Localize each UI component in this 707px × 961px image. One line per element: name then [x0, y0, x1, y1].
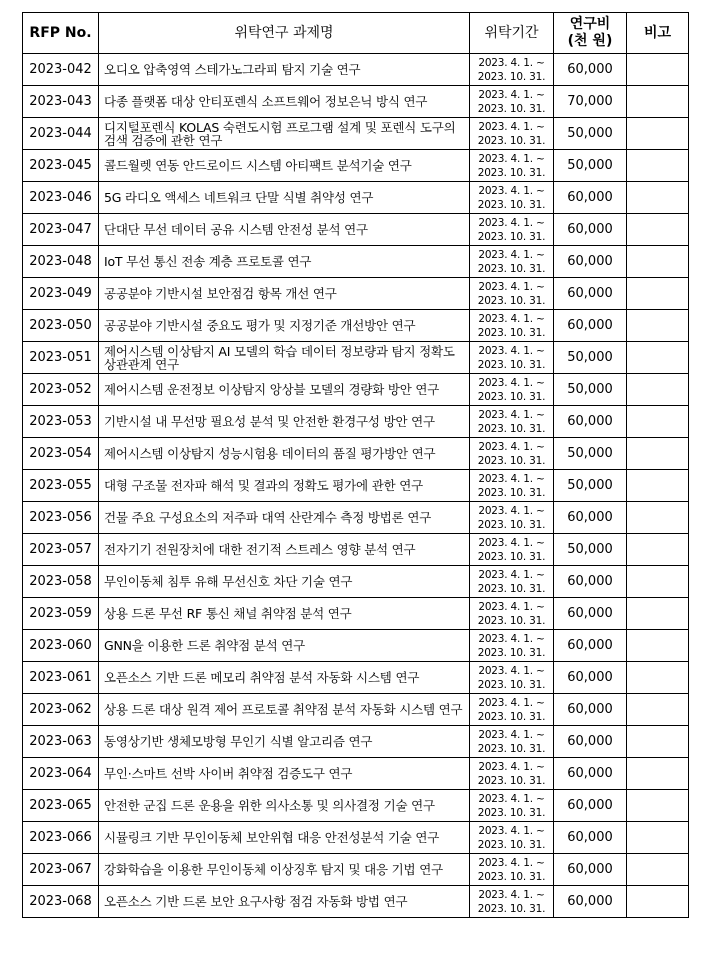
- period-cell: [470, 54, 554, 86]
- period-cell: [470, 86, 554, 118]
- budget-cell: 60,000: [554, 854, 627, 886]
- table-row: [23, 214, 689, 246]
- project-title-text: 오디오 압축영역 스테가노그라피 탐지 기술 연구: [104, 63, 361, 76]
- period-cell: [470, 246, 554, 278]
- header-remark: 비고: [627, 13, 689, 54]
- table-row: [23, 150, 689, 182]
- budget-cell: 60,000: [554, 822, 627, 854]
- budget-cell: 50,000: [554, 150, 627, 182]
- period-end: 2023. 10. 31.: [477, 742, 546, 755]
- period-end: 2023. 10. 31.: [477, 454, 546, 467]
- period-end: 2023. 10. 31.: [477, 678, 546, 691]
- project-title-cell: [99, 406, 470, 438]
- rfp-number-cell: 2023-057: [23, 534, 99, 566]
- budget-cell: 60,000: [554, 630, 627, 662]
- table-row: [23, 630, 689, 662]
- header-row: [23, 13, 689, 54]
- period-end: 2023. 10. 31.: [477, 902, 546, 915]
- rfp-number-cell: 2023-042: [23, 54, 99, 86]
- rfp-number-cell: 2023-050: [23, 310, 99, 342]
- project-title-text: 기반시설 내 무선망 필요성 분석 및 안전한 환경구성 방안 연구: [104, 415, 435, 428]
- table-row: [23, 342, 689, 374]
- period-end: 2023. 10. 31.: [477, 838, 546, 851]
- budget-cell: 50,000: [554, 374, 627, 406]
- project-title-cell: [99, 374, 470, 406]
- period-cell: [470, 214, 554, 246]
- remark-cell: [627, 630, 689, 662]
- rfp-number-cell: 2023-045: [23, 150, 99, 182]
- project-title-cell: [99, 854, 470, 886]
- rfp-number-cell: 2023-051: [23, 342, 99, 374]
- project-title-cell: [99, 118, 470, 150]
- project-title-cell: [99, 790, 470, 822]
- period-end: 2023. 10. 31.: [477, 806, 546, 819]
- table-row: [23, 54, 689, 86]
- table-row: [23, 86, 689, 118]
- project-title-cell: [99, 278, 470, 310]
- period-start: 2023. 4. 1. ~: [478, 600, 545, 613]
- project-title-text: IoT 무선 통신 전송 계층 프로토콜 연구: [104, 255, 312, 268]
- rfp-number-cell: 2023-064: [23, 758, 99, 790]
- remark-cell: [627, 886, 689, 918]
- remark-cell: [627, 726, 689, 758]
- budget-cell: 60,000: [554, 790, 627, 822]
- remark-cell: [627, 694, 689, 726]
- table-row: [23, 310, 689, 342]
- period-start: 2023. 4. 1. ~: [478, 792, 545, 805]
- remark-cell: [627, 54, 689, 86]
- project-title-text: GNN을 이용한 드론 취약점 분석 연구: [104, 639, 306, 652]
- header-title: 위탁연구 과제명: [99, 13, 470, 54]
- period-cell: [470, 406, 554, 438]
- project-title-cell: [99, 310, 470, 342]
- remark-cell: [627, 118, 689, 150]
- remark-cell: [627, 502, 689, 534]
- remark-cell: [627, 86, 689, 118]
- remark-cell: [627, 246, 689, 278]
- period-end: 2023. 10. 31.: [477, 230, 546, 243]
- project-title-text: 안전한 군집 드론 운용을 위한 의사소통 및 의사결정 기술 연구: [104, 799, 435, 812]
- rfp-number-cell: 2023-052: [23, 374, 99, 406]
- project-title-cell: [99, 246, 470, 278]
- period-start: 2023. 4. 1. ~: [478, 472, 545, 485]
- period-start: 2023. 4. 1. ~: [478, 696, 545, 709]
- budget-cell: 70,000: [554, 86, 627, 118]
- rfp-number-cell: 2023-058: [23, 566, 99, 598]
- period-cell: [470, 374, 554, 406]
- project-title-text: 다종 플랫폼 대상 안티포렌식 소프트웨어 정보은닉 방식 연구: [104, 95, 428, 108]
- period-start: 2023. 4. 1. ~: [478, 56, 545, 69]
- budget-cell: 50,000: [554, 118, 627, 150]
- project-title-text: 대형 구조물 전자파 해석 및 결과의 정확도 평가에 관한 연구: [104, 479, 423, 492]
- rfp-number-cell: 2023-054: [23, 438, 99, 470]
- budget-cell: 60,000: [554, 54, 627, 86]
- table-row: [23, 598, 689, 630]
- table-row: [23, 470, 689, 502]
- period-start: 2023. 4. 1. ~: [478, 280, 545, 293]
- period-end: 2023. 10. 31.: [477, 262, 546, 275]
- table-row: [23, 726, 689, 758]
- project-title-text: 콜드월렛 연동 안드로이드 시스템 아티팩트 분석기술 연구: [104, 159, 412, 172]
- project-title-cell: [99, 470, 470, 502]
- project-title-text: 시뮬링크 기반 무인이동체 보안위협 대응 안전성분석 기술 연구: [104, 831, 440, 844]
- remark-cell: [627, 438, 689, 470]
- table-row: [23, 662, 689, 694]
- rfp-number-cell: 2023-053: [23, 406, 99, 438]
- project-title-text: 공공분야 기반시설 중요도 평가 및 지정기준 개선방안 연구: [104, 319, 416, 332]
- rfp-number-cell: 2023-068: [23, 886, 99, 918]
- budget-cell: 60,000: [554, 566, 627, 598]
- header-budget-line1: 연구비: [569, 16, 611, 32]
- project-title-text: 전자기기 전원장치에 대한 전기적 스트레스 영향 분석 연구: [104, 543, 416, 556]
- project-title-cell: [99, 86, 470, 118]
- project-title-text: 제어시스템 이상탐지 성능시험용 데이터의 품질 평가방안 연구: [104, 447, 436, 460]
- table-header: [23, 13, 689, 54]
- rfp-number-cell: 2023-067: [23, 854, 99, 886]
- rfp-number-cell: 2023-055: [23, 470, 99, 502]
- period-cell: [470, 790, 554, 822]
- table-row: [23, 822, 689, 854]
- remark-cell: [627, 566, 689, 598]
- project-title-cell: [99, 662, 470, 694]
- project-title-cell: [99, 438, 470, 470]
- header-period: 위탁기간: [470, 13, 554, 54]
- table-row: [23, 694, 689, 726]
- period-cell: [470, 886, 554, 918]
- period-cell: [470, 694, 554, 726]
- period-cell: [470, 502, 554, 534]
- remark-cell: [627, 150, 689, 182]
- period-cell: [470, 342, 554, 374]
- period-cell: [470, 534, 554, 566]
- project-title-cell: [99, 502, 470, 534]
- period-cell: [470, 726, 554, 758]
- budget-cell: 60,000: [554, 502, 627, 534]
- remark-cell: [627, 790, 689, 822]
- rfp-number-cell: 2023-048: [23, 246, 99, 278]
- period-end: 2023. 10. 31.: [477, 486, 546, 499]
- budget-cell: 60,000: [554, 278, 627, 310]
- period-start: 2023. 4. 1. ~: [478, 344, 545, 357]
- period-start: 2023. 4. 1. ~: [478, 120, 545, 133]
- project-title-text: 건물 주요 구성요소의 저주파 대역 산란계수 측정 방법론 연구: [104, 511, 432, 524]
- project-title-cell: [99, 566, 470, 598]
- period-cell: [470, 470, 554, 502]
- table-row: [23, 758, 689, 790]
- project-title-cell: [99, 694, 470, 726]
- period-start: 2023. 4. 1. ~: [478, 728, 545, 741]
- budget-cell: 60,000: [554, 886, 627, 918]
- period-end: 2023. 10. 31.: [477, 134, 546, 147]
- period-cell: [470, 278, 554, 310]
- budget-cell: 60,000: [554, 310, 627, 342]
- project-title-text: 무인이동체 침투 유해 무선신호 차단 기술 연구: [104, 575, 353, 588]
- rfp-number-cell: 2023-044: [23, 118, 99, 150]
- project-title-cell: [99, 726, 470, 758]
- rfp-number-cell: 2023-056: [23, 502, 99, 534]
- period-cell: [470, 310, 554, 342]
- period-end: 2023. 10. 31.: [477, 294, 546, 307]
- period-cell: [470, 118, 554, 150]
- project-title-text: 공공분야 기반시설 보안점검 항목 개선 연구: [104, 287, 337, 300]
- project-title-cell: [99, 534, 470, 566]
- period-start: 2023. 4. 1. ~: [478, 408, 545, 421]
- project-title-text: 제어시스템 이상탐지 AI 모델의 학습 데이터 정보량과 탐지 정확도 상관관계 연구: [104, 344, 455, 371]
- project-title-cell: [99, 630, 470, 662]
- period-start: 2023. 4. 1. ~: [478, 248, 545, 261]
- period-end: 2023. 10. 31.: [477, 358, 546, 371]
- budget-cell: 60,000: [554, 758, 627, 790]
- remark-cell: [627, 182, 689, 214]
- project-title-cell: [99, 214, 470, 246]
- budget-cell: 60,000: [554, 598, 627, 630]
- budget-cell: 50,000: [554, 438, 627, 470]
- header-budget-line2: (천 원): [567, 33, 613, 49]
- remark-cell: [627, 822, 689, 854]
- period-start: 2023. 4. 1. ~: [478, 760, 545, 773]
- table-row: [23, 886, 689, 918]
- period-cell: [470, 758, 554, 790]
- period-start: 2023. 4. 1. ~: [478, 536, 545, 549]
- project-title-cell: [99, 342, 470, 374]
- project-title-cell: [99, 822, 470, 854]
- budget-cell: 50,000: [554, 470, 627, 502]
- project-title-text: 무인·스마트 선박 사이버 취약점 검증도구 연구: [104, 767, 353, 780]
- budget-cell: 60,000: [554, 214, 627, 246]
- budget-cell: 50,000: [554, 342, 627, 374]
- rfp-number-cell: 2023-046: [23, 182, 99, 214]
- project-title-cell: [99, 54, 470, 86]
- remark-cell: [627, 406, 689, 438]
- period-end: 2023. 10. 31.: [477, 166, 546, 179]
- period-end: 2023. 10. 31.: [477, 198, 546, 211]
- budget-cell: 50,000: [554, 534, 627, 566]
- period-start: 2023. 4. 1. ~: [478, 216, 545, 229]
- period-start: 2023. 4. 1. ~: [478, 888, 545, 901]
- remark-cell: [627, 758, 689, 790]
- period-end: 2023. 10. 31.: [477, 646, 546, 659]
- table-body: [23, 54, 689, 918]
- remark-cell: [627, 310, 689, 342]
- remark-cell: [627, 374, 689, 406]
- period-end: 2023. 10. 31.: [477, 710, 546, 723]
- period-start: 2023. 4. 1. ~: [478, 664, 545, 677]
- remark-cell: [627, 278, 689, 310]
- project-title-cell: [99, 598, 470, 630]
- remark-cell: [627, 470, 689, 502]
- period-end: 2023. 10. 31.: [477, 422, 546, 435]
- table-row: [23, 854, 689, 886]
- period-start: 2023. 4. 1. ~: [478, 376, 545, 389]
- table-row: [23, 502, 689, 534]
- period-end: 2023. 10. 31.: [477, 550, 546, 563]
- table-row: [23, 118, 689, 150]
- period-end: 2023. 10. 31.: [477, 326, 546, 339]
- period-end: 2023. 10. 31.: [477, 518, 546, 531]
- project-title-cell: [99, 182, 470, 214]
- period-end: 2023. 10. 31.: [477, 870, 546, 883]
- remark-cell: [627, 534, 689, 566]
- period-end: 2023. 10. 31.: [477, 70, 546, 83]
- period-cell: [470, 822, 554, 854]
- rfp-number-cell: 2023-066: [23, 822, 99, 854]
- project-title-text: 디지털포렌식 KOLAS 숙련도시험 프로그램 설계 및 포렌식 도구의 검색 검증에 관한 연구: [104, 120, 456, 147]
- table-row: [23, 438, 689, 470]
- header-rfp-no: RFP No.: [23, 13, 99, 54]
- rfp-table: [22, 12, 689, 918]
- remark-cell: [627, 214, 689, 246]
- table-row: [23, 278, 689, 310]
- header-budget: [554, 13, 627, 54]
- project-title-cell: [99, 758, 470, 790]
- table-row: [23, 534, 689, 566]
- project-title-cell: [99, 150, 470, 182]
- remark-cell: [627, 342, 689, 374]
- project-title-text: 동영상기반 생체모방형 무인기 식별 알고리즘 연구: [104, 735, 373, 748]
- table-row: [23, 246, 689, 278]
- rfp-number-cell: 2023-047: [23, 214, 99, 246]
- period-cell: [470, 438, 554, 470]
- budget-cell: 60,000: [554, 406, 627, 438]
- project-title-text: 오픈소스 기반 드론 메모리 취약점 분석 자동화 시스템 연구: [104, 671, 420, 684]
- period-end: 2023. 10. 31.: [477, 390, 546, 403]
- period-end: 2023. 10. 31.: [477, 102, 546, 115]
- rfp-number-cell: 2023-060: [23, 630, 99, 662]
- period-start: 2023. 4. 1. ~: [478, 856, 545, 869]
- project-title-text: 상용 드론 대상 원격 제어 프로토콜 취약점 분석 자동화 시스템 연구: [104, 703, 463, 716]
- rfp-number-cell: 2023-063: [23, 726, 99, 758]
- period-cell: [470, 566, 554, 598]
- project-title-cell: [99, 886, 470, 918]
- rfp-number-cell: 2023-049: [23, 278, 99, 310]
- budget-cell: 60,000: [554, 246, 627, 278]
- period-cell: [470, 150, 554, 182]
- budget-cell: 60,000: [554, 662, 627, 694]
- remark-cell: [627, 854, 689, 886]
- period-start: 2023. 4. 1. ~: [478, 312, 545, 325]
- budget-cell: 60,000: [554, 182, 627, 214]
- period-start: 2023. 4. 1. ~: [478, 88, 545, 101]
- project-title-text: 상용 드론 무선 RF 통신 채널 취약점 분석 연구: [104, 607, 352, 620]
- period-start: 2023. 4. 1. ~: [478, 568, 545, 581]
- table-row: [23, 374, 689, 406]
- table-row: [23, 790, 689, 822]
- rfp-number-cell: 2023-065: [23, 790, 99, 822]
- project-title-text: 5G 라디오 액세스 네트워크 단말 식별 취약성 연구: [104, 191, 374, 204]
- period-end: 2023. 10. 31.: [477, 614, 546, 627]
- period-end: 2023. 10. 31.: [477, 774, 546, 787]
- period-cell: [470, 630, 554, 662]
- period-start: 2023. 4. 1. ~: [478, 440, 545, 453]
- table-row: [23, 406, 689, 438]
- remark-cell: [627, 662, 689, 694]
- rfp-number-cell: 2023-062: [23, 694, 99, 726]
- period-start: 2023. 4. 1. ~: [478, 152, 545, 165]
- remark-cell: [627, 598, 689, 630]
- period-cell: [470, 598, 554, 630]
- period-end: 2023. 10. 31.: [477, 582, 546, 595]
- period-start: 2023. 4. 1. ~: [478, 184, 545, 197]
- budget-cell: 60,000: [554, 694, 627, 726]
- rfp-number-cell: 2023-061: [23, 662, 99, 694]
- period-start: 2023. 4. 1. ~: [478, 632, 545, 645]
- rfp-number-cell: 2023-043: [23, 86, 99, 118]
- budget-cell: 60,000: [554, 726, 627, 758]
- period-cell: [470, 662, 554, 694]
- table-row: [23, 182, 689, 214]
- period-start: 2023. 4. 1. ~: [478, 504, 545, 517]
- project-title-text: 단대단 무선 데이터 공유 시스템 안전성 분석 연구: [104, 223, 368, 236]
- table-row: [23, 566, 689, 598]
- project-title-text: 강화학습을 이용한 무인이동체 이상징후 탐지 및 대응 기법 연구: [104, 863, 443, 876]
- period-start: 2023. 4. 1. ~: [478, 824, 545, 837]
- rfp-number-cell: 2023-059: [23, 598, 99, 630]
- project-title-text: 제어시스템 운전정보 이상탐지 앙상블 모델의 경량화 방안 연구: [104, 383, 440, 396]
- project-title-text: 오픈소스 기반 드론 보안 요구사항 점검 자동화 방법 연구: [104, 895, 408, 908]
- period-cell: [470, 182, 554, 214]
- period-cell: [470, 854, 554, 886]
